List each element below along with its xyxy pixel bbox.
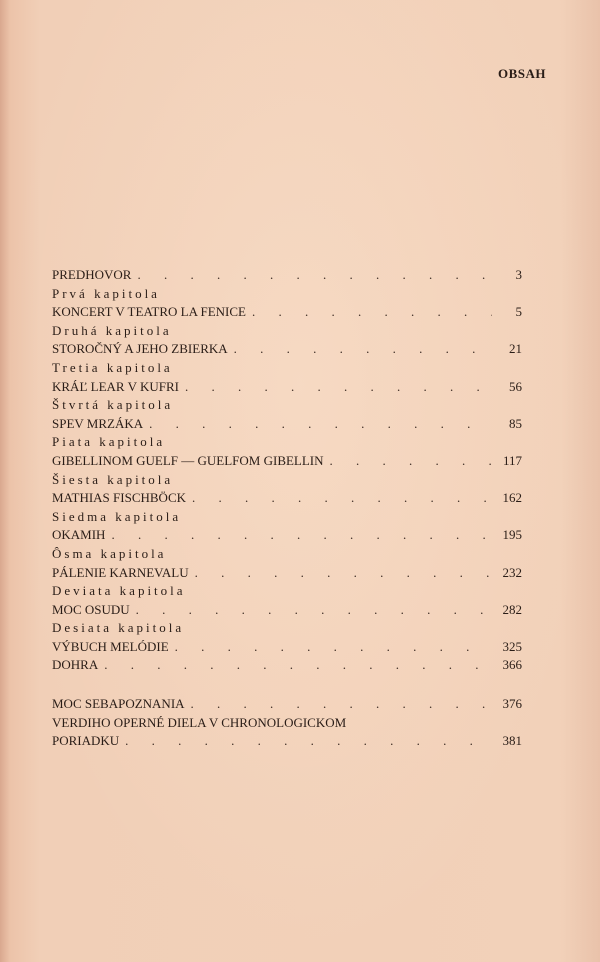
toc-entry[interactable]: [52, 656, 522, 675]
toc-chapter-label: Štvrtá kapitola: [52, 397, 174, 413]
toc-entry-title: VÝBUCH MELÓDIE: [52, 638, 169, 654]
toc-spacer: [52, 675, 522, 695]
toc-entry-title: MOC SEBAPOZNANIA: [52, 696, 185, 712]
dot-leader: [136, 601, 492, 620]
dot-leader: [234, 340, 492, 359]
toc-chapter-label: Prvá kapitola: [52, 285, 160, 301]
toc-entry[interactable]: [52, 489, 522, 508]
toc-page-number: 381: [502, 733, 522, 749]
toc-entry[interactable]: [52, 452, 522, 471]
toc-entry-title: MATHIAS FISCHBÖCK: [52, 490, 186, 506]
toc-entry[interactable]: [52, 378, 522, 397]
toc-entry-title: OKAMIH: [52, 527, 106, 543]
toc-page-number: 282: [502, 601, 522, 617]
dot-leader: [111, 526, 492, 545]
toc-entry[interactable]: [52, 732, 522, 751]
dot-leader: [149, 415, 492, 434]
dot-leader: [191, 695, 492, 714]
dot-leader: [252, 303, 492, 322]
dot-leader: [330, 452, 492, 471]
toc-entry-title: PORIADKU: [52, 733, 120, 749]
toc-page-number: 21: [509, 341, 522, 357]
dot-leader: [175, 638, 492, 657]
toc-entry-title: VERDIHO OPERNÉ DIELA V CHRONOLOGICKOM: [52, 714, 347, 730]
toc-page-number: 3: [515, 267, 522, 282]
toc-chapter-label: Desiata kapitola: [52, 620, 185, 636]
toc-entry-title: MOC OSUDU: [52, 601, 130, 617]
toc-chapter-label: Ôsma kapitola: [52, 545, 167, 561]
table-of-contents: [52, 266, 522, 751]
page-title: OBSAH: [497, 66, 546, 81]
toc-chapter-label: Druhá kapitola: [52, 322, 172, 338]
toc-entry-title: KRÁĽ LEAR V KUFRI: [52, 378, 180, 394]
toc-entry[interactable]: [52, 638, 522, 657]
toc-entry-title: GIBELLINOM GUELF — GUELFOM GIBELLIN: [52, 452, 324, 468]
toc-page-number: 232: [502, 564, 522, 580]
toc-entry[interactable]: [52, 526, 522, 545]
toc-entry[interactable]: [52, 303, 522, 322]
toc-entry-title: STOROČNÝ A JEHO ZBIERKA: [52, 341, 228, 357]
dot-leader: [185, 378, 492, 397]
toc-page-number: 5: [515, 304, 522, 320]
toc-entry[interactable]: [52, 415, 522, 434]
dot-leader: [192, 489, 492, 508]
dot-leader: [137, 266, 492, 285]
toc-entry-title: PÁLENIE KARNEVALU: [52, 564, 189, 580]
toc-entry[interactable]: [52, 601, 522, 620]
toc-entry-title: KONCERT V TEATRO LA FENICE: [52, 304, 246, 320]
toc-chapter-label: Deviata kapitola: [52, 583, 186, 599]
toc-entry-title: SPEV MRZÁKA: [52, 415, 144, 431]
toc-entry[interactable]: [52, 266, 522, 285]
toc-entry[interactable]: [52, 714, 522, 733]
toc-chapter-label: Šiesta kapitola: [52, 471, 174, 487]
toc-page-number: 162: [502, 490, 522, 506]
toc-entry[interactable]: [52, 695, 522, 714]
toc-page-number: 325: [502, 638, 522, 654]
toc-page-number: 366: [502, 657, 522, 673]
toc-page-number: 85: [509, 415, 522, 431]
dot-leader: [195, 564, 492, 583]
toc-chapter-label: Tretia kapitola: [52, 359, 173, 375]
toc-page-number: 376: [502, 696, 522, 712]
toc-entry[interactable]: [52, 564, 522, 583]
toc-entry-title: DOHRA: [52, 657, 99, 673]
toc-page-number: 117: [502, 452, 522, 468]
dot-leader: [104, 656, 492, 675]
toc-entry-title: PREDHOVOR: [52, 267, 132, 282]
toc-page-number: 195: [502, 527, 522, 543]
dot-leader: [125, 732, 492, 751]
toc-chapter-label: Siedma kapitola: [52, 508, 182, 524]
toc-entry[interactable]: [52, 340, 522, 359]
toc-chapter-label: Piata kapitola: [52, 434, 166, 450]
toc-page-number: 56: [509, 378, 522, 394]
